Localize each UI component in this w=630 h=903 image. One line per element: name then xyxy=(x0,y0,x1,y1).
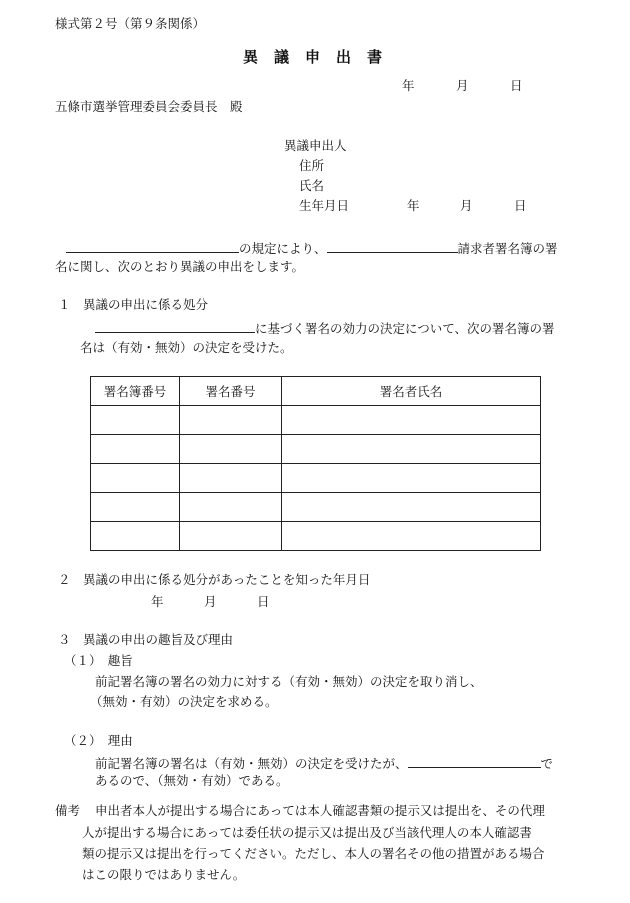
table-cell[interactable] xyxy=(180,464,282,493)
section2-heading: ２ 異議の申出に係る処分があったことを知った年月日 xyxy=(58,572,371,587)
addressee: 五條市選挙管理委員会委員長 殿 xyxy=(55,99,243,114)
law-blank[interactable] xyxy=(66,240,239,253)
table-cell[interactable] xyxy=(282,493,541,522)
birth-day: 日 xyxy=(514,198,527,213)
table-row xyxy=(91,435,541,464)
intro-line1 xyxy=(66,240,558,256)
section2-year: 年 xyxy=(151,594,164,609)
intro-text-2: 請求者署名簿の署 xyxy=(457,241,558,256)
table-cell[interactable] xyxy=(180,522,282,551)
remarks-label: 備考 xyxy=(55,803,81,818)
table-cell[interactable] xyxy=(180,435,282,464)
sub2-text-end: で xyxy=(540,756,554,771)
date-month: 月 xyxy=(456,78,469,93)
col-signer-name: 署名者氏名 xyxy=(282,377,541,406)
table-row xyxy=(91,522,541,551)
section1-text: に基づく署名の効力の決定について、次の署名簿の署 xyxy=(255,321,555,336)
reason-blank[interactable] xyxy=(408,755,541,768)
address-label: 住所 xyxy=(299,158,325,173)
table-row xyxy=(91,464,541,493)
sub1-line1: 前記署名簿の署名の効力に対する（有効・無効）の決定を取り消し、 xyxy=(95,674,483,689)
date-year: 年 xyxy=(402,78,415,93)
col-signature-book-number: 署名簿番号 xyxy=(91,377,180,406)
table-row xyxy=(91,493,541,522)
sub1-line2: （無効・有効）の決定を求める。 xyxy=(90,694,278,709)
table-cell[interactable] xyxy=(91,522,180,551)
page-title: 異議申出書 xyxy=(243,48,399,66)
name-label: 氏名 xyxy=(299,178,325,193)
col-signature-number: 署名番号 xyxy=(180,377,282,406)
table-cell[interactable] xyxy=(282,435,541,464)
petition-type-blank[interactable] xyxy=(327,240,458,253)
form-number: 様式第２号（第９条関係） xyxy=(55,16,206,31)
section3-heading: ３ 異議の申出の趣旨及び理由 xyxy=(58,632,234,647)
table-cell[interactable] xyxy=(282,522,541,551)
remarks-line1: 申出者本人が提出する場合にあっては本人確認書類の提示又は提出を、その代理 xyxy=(95,803,545,818)
sub2-text: 前記署名簿の署名は（有効・無効）の決定を受けたが、 xyxy=(95,756,408,771)
table-cell[interactable] xyxy=(180,406,282,435)
remarks-line4: はこの限りではありません。 xyxy=(82,867,246,882)
table-cell[interactable] xyxy=(180,493,282,522)
section2-month: 月 xyxy=(204,594,217,609)
section1-heading: １ 異議の申出に係る処分 xyxy=(58,297,209,312)
table-cell[interactable] xyxy=(91,464,180,493)
sub1-label: （１） 趣旨 xyxy=(64,653,133,668)
section1-line2: 名は（有効・無効）の決定を受けた。 xyxy=(80,340,293,355)
table-cell[interactable] xyxy=(91,493,180,522)
sub2-line1 xyxy=(95,755,553,771)
birthdate-label: 生年月日 xyxy=(299,198,350,213)
basis-blank[interactable] xyxy=(95,320,255,333)
birth-year: 年 xyxy=(407,198,420,213)
remarks-line2: 人が提出する場合にあっては委任状の提示又は提出及び当該代理人の本人確認書 xyxy=(82,825,532,840)
sub2-line2: あるので、（無効・有効）である。 xyxy=(95,773,289,788)
remarks-line3: 類の提示又は提出を行ってください。ただし、本人の署名その他の措置がある場合 xyxy=(82,846,545,861)
intro-line2: 名に関し、次のとおり異議の申出をします。 xyxy=(55,259,305,274)
section1-line1 xyxy=(95,320,555,336)
signature-table xyxy=(90,376,541,551)
section2-day: 日 xyxy=(257,594,270,609)
table-cell[interactable] xyxy=(282,464,541,493)
applicant-heading: 異議申出人 xyxy=(284,138,347,153)
table-cell[interactable] xyxy=(91,406,180,435)
table-cell[interactable] xyxy=(91,435,180,464)
table-row xyxy=(91,406,541,435)
date-day: 日 xyxy=(510,78,523,93)
table-cell[interactable] xyxy=(282,406,541,435)
intro-text-1: の規定により、 xyxy=(239,241,327,256)
sub2-label: （２） 理由 xyxy=(64,733,133,748)
birth-month: 月 xyxy=(460,198,473,213)
table-header-row xyxy=(91,377,541,406)
